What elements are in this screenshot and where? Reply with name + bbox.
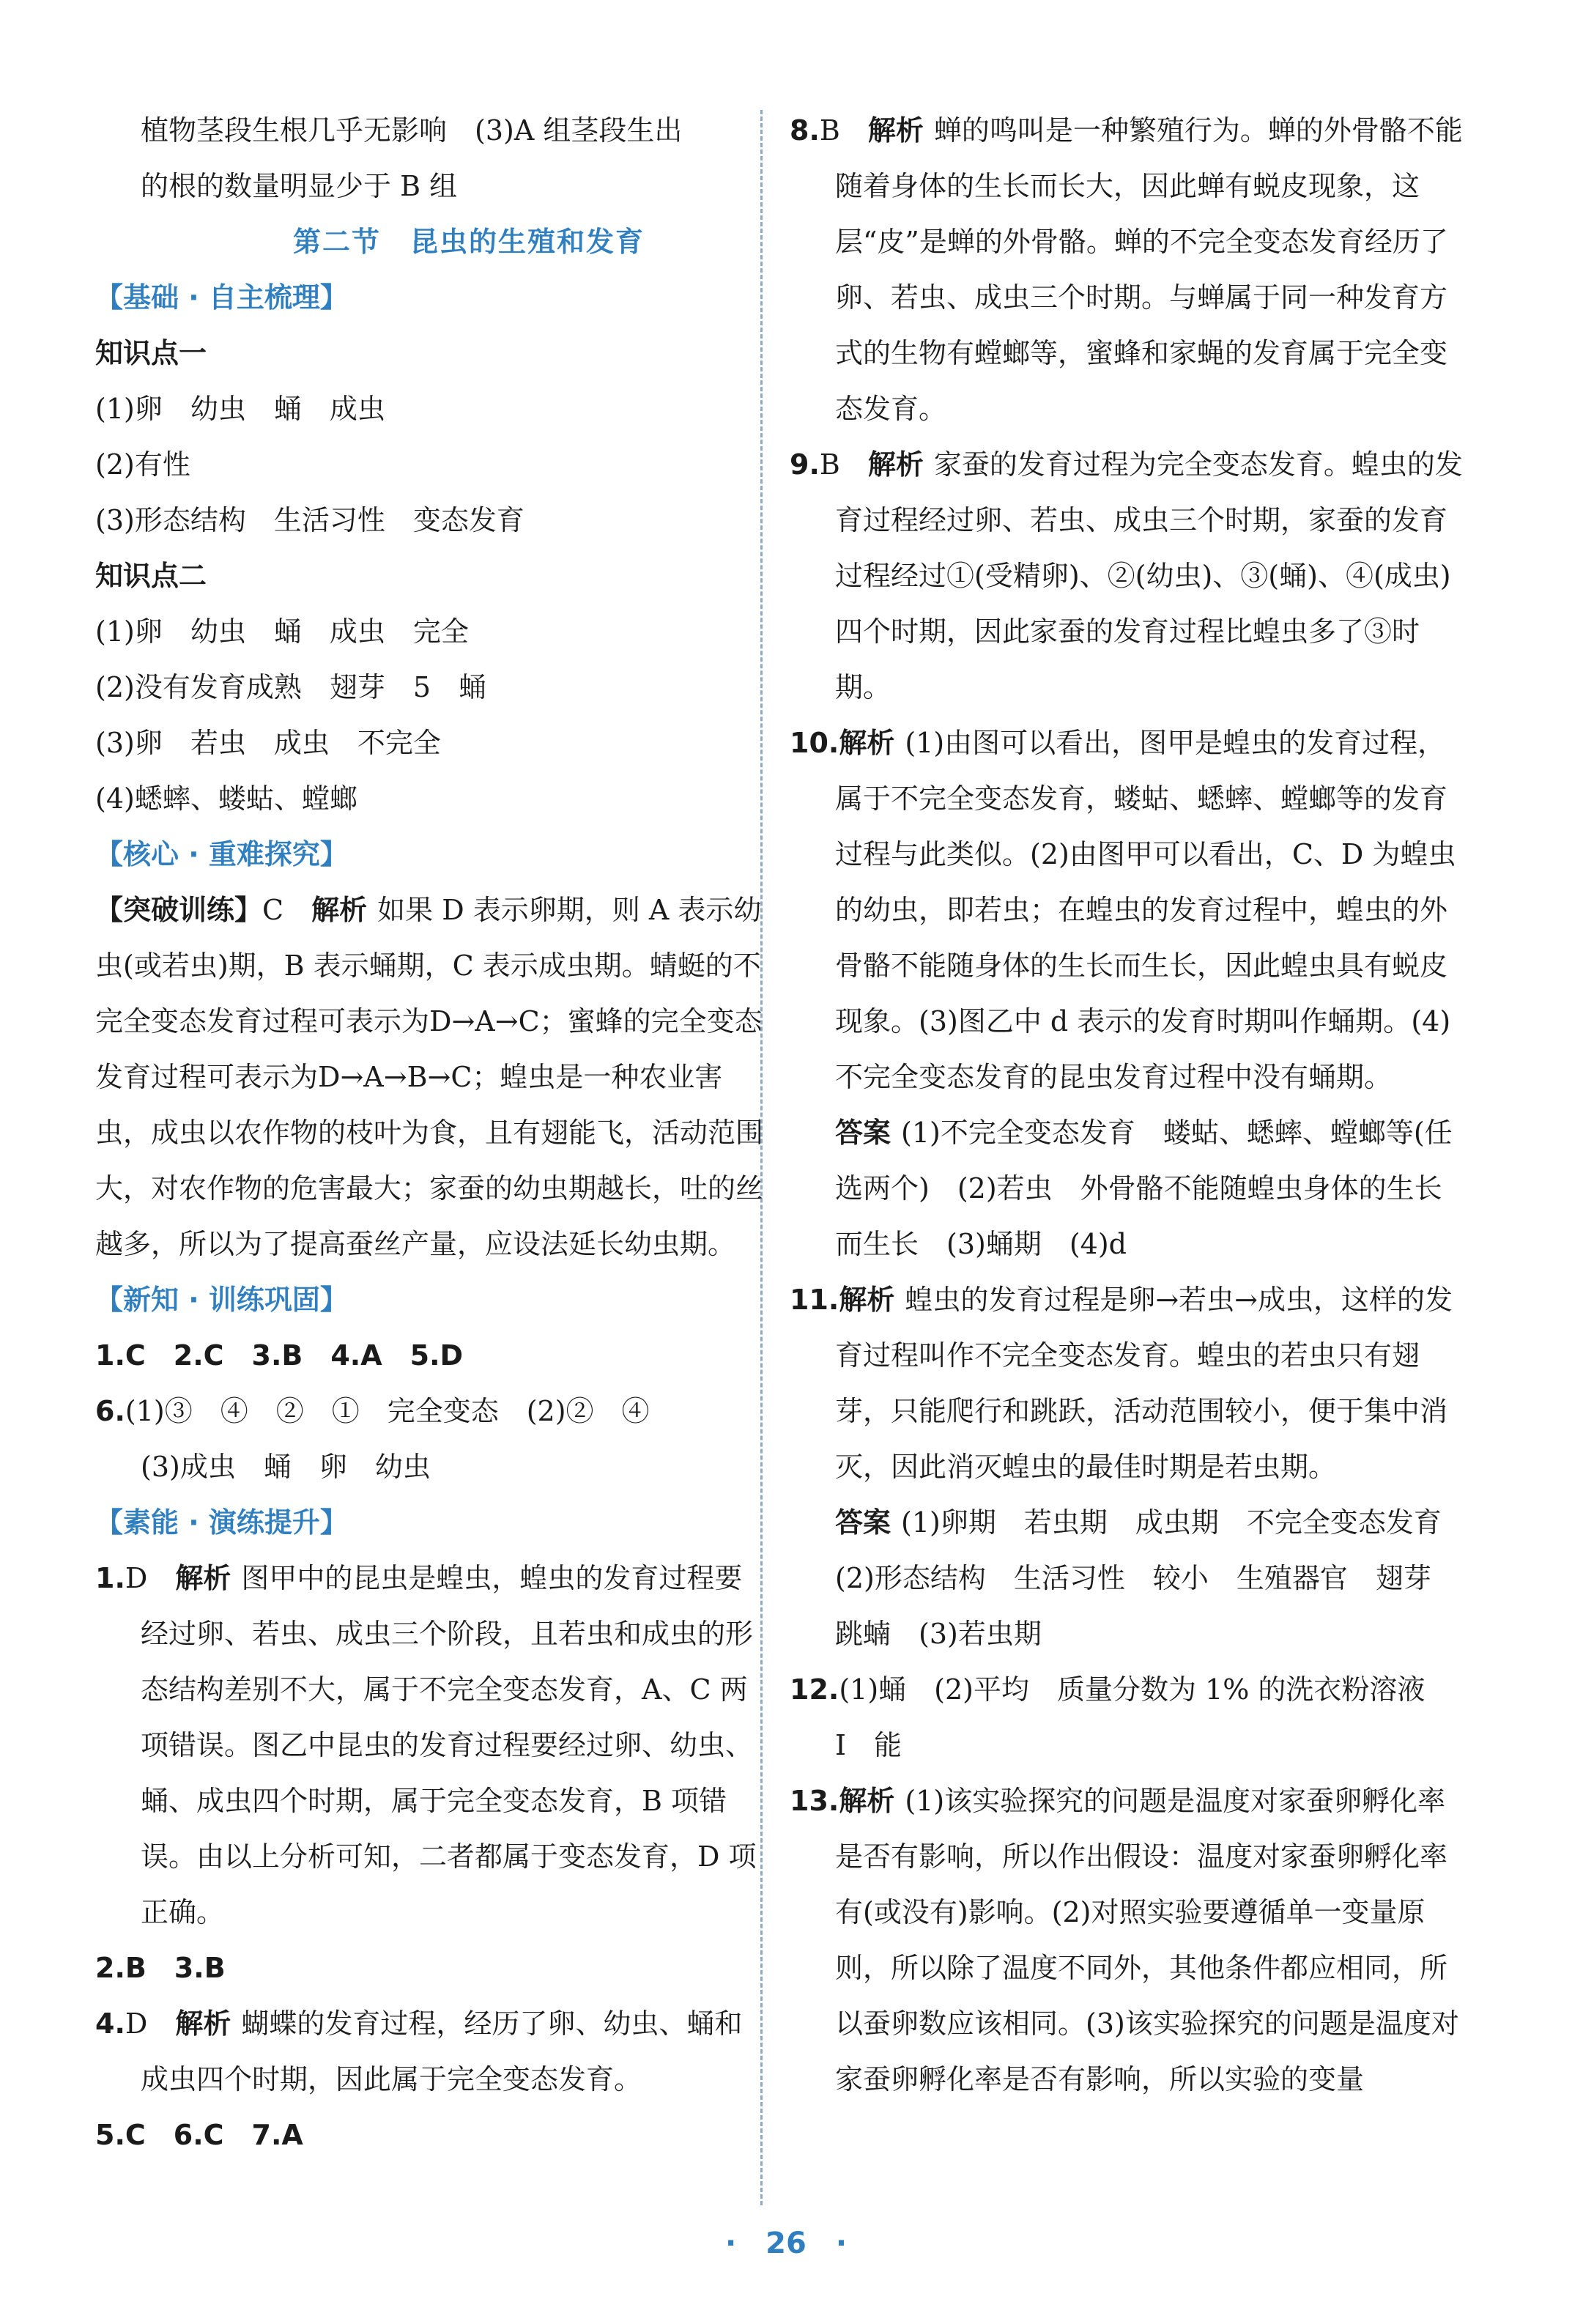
q11-answer bbox=[790, 1495, 1469, 1662]
q8 bbox=[790, 103, 1464, 437]
q9 bbox=[790, 437, 1464, 715]
q-text: 蝉的鸣叫是一种繁殖行为。蝉的外骨骼不能随着身体的生长而长大，因此蝉有蜕皮现象，这层“皮”是蝉的外骨骼。蝉的不完全变态发育经历了卵、若虫、成虫三个时期。与蝉属于同一种发育方式的生物有螳螂等，蜜蜂和家蝇的发育属于完全变态发育。 bbox=[835, 114, 1463, 425]
skill-q2-q3: 2.B 3.B bbox=[95, 1952, 226, 1984]
q-number: 13. bbox=[790, 1785, 839, 1817]
q-number: 6. bbox=[95, 1395, 125, 1427]
q-text: (1)由图可以看出，图甲是蝗虫的发育过程，属于不完全变态发育，蝼蛄、蟋蟀、螳螂等的发育过程与此类似。(2)由图甲可以看出，C、D 为蝗虫的幼虫，即若虫；在蝗虫的发育过程中，蝗虫的外骨骼不能随身体的生长而生长，因此蝗虫具有蜕皮现象。(3)图乙中 d 表示的发育时期叫作蛹期。(4)不完全变态发育的昆虫发育过程中没有蛹期。 bbox=[835, 727, 1456, 1093]
q6-part-a: (1)③ ④ ② ① 完全变态 (2)② ④ bbox=[125, 1395, 650, 1427]
q-text: 蝗虫的发育过程是卵→若虫→成虫，这样的发育过程叫作不完全变态发育。蝗虫的若虫只有翅芽，只能爬行和跳跃，活动范围较小，便于集中消灭，因此消灭蝗虫的最佳时期是若虫期。 bbox=[835, 1284, 1453, 1483]
q-answer: D bbox=[125, 1562, 148, 1594]
right-column bbox=[790, 103, 1469, 2107]
breakthrough-answer: C bbox=[262, 894, 284, 926]
answer-label: 答案 bbox=[835, 1117, 891, 1149]
q-number: 4. bbox=[95, 2007, 125, 2040]
kp1-line: (3)形态结构 生活习性 变态发育 bbox=[95, 504, 524, 536]
q-text: 家蚕的发育过程为完全变态发育。蝗虫的发育过程经过卵、若虫、成虫三个时期，家蚕的发育过程经过①(受精卵)、②(幼虫)、③(蛹)、④(成虫)四个时期，因此家蚕的发育过程比蝗虫多了③时期。 bbox=[835, 448, 1463, 703]
q-number: 12. bbox=[790, 1673, 839, 1706]
q-number: 9. bbox=[790, 448, 820, 481]
kp2-line: (1)卵 幼虫 蛹 成虫 完全 bbox=[95, 615, 469, 648]
q10 bbox=[790, 715, 1464, 1105]
skill-q4 bbox=[95, 1996, 769, 2107]
answer-text: (1)不完全变态发育 蝼蛄、蟋蟀、螳螂等(任选两个) (2)若虫 外骨骼不能随蝗虫身体的生长而生长 (3)蛹期 (4)d bbox=[835, 1117, 1453, 1260]
answer-label: 答案 bbox=[835, 1506, 891, 1539]
q-text: 图甲中的昆虫是蝗虫，蝗虫的发育过程要经过卵、若虫、成虫三个阶段，且若虫和成虫的形态结构差别不大，属于不完全变态发育，A、C 两项错误。图乙中昆虫的发育过程要经过卵、幼虫、蛹、成虫四个时期，属于完全变态发育，B 项错误。由以上分析可知，二者都属于变态发育，D 项正确。 bbox=[141, 1562, 757, 1928]
breakthrough-paragraph bbox=[95, 882, 769, 1272]
q-answer: D bbox=[125, 2007, 148, 2040]
kp2-title: 知识点二 bbox=[95, 560, 207, 592]
section-title: 第二节 昆虫的生殖和发育 bbox=[292, 226, 645, 258]
basic-header: 【基础 · 自主梳理】 bbox=[95, 281, 348, 314]
breakthrough-label: 【突破训练】 bbox=[95, 894, 263, 926]
skill-q5-q7: 5.C 6.C 7.A bbox=[95, 2119, 303, 2151]
core-header: 【核心 · 重难探究】 bbox=[95, 838, 348, 870]
q12 bbox=[790, 1662, 1464, 1773]
new-answers-line: 1.C 2.C 3.B 4.A 5.D bbox=[95, 1339, 464, 1372]
continuation-line: 植物茎段生根几乎无影响 (3)A 组茎段生出 bbox=[141, 114, 683, 147]
q-answer: B bbox=[819, 448, 840, 481]
q-number: 1. bbox=[95, 1562, 125, 1594]
analysis-label: 解析 bbox=[839, 1785, 895, 1817]
q6-part-b: (3)成虫 蛹 卵 幼虫 bbox=[141, 1451, 431, 1483]
q-number: 10. bbox=[790, 727, 839, 759]
q10-answer bbox=[790, 1105, 1464, 1272]
skill-header: 【素能 · 演练提升】 bbox=[95, 1506, 348, 1539]
analysis-label: 解析 bbox=[175, 1562, 231, 1594]
q-text: (1)蛹 (2)平均 质量分数为 1% 的洗衣粉溶液 Ⅰ 能 bbox=[835, 1673, 1453, 1761]
new-header: 【新知 · 训练巩固】 bbox=[95, 1284, 348, 1316]
kp1-line: (1)卵 幼虫 蛹 成虫 bbox=[95, 393, 385, 425]
continuation-line: 的根的数量明显少于 B 组 bbox=[141, 170, 458, 202]
analysis-label: 解析 bbox=[867, 448, 924, 481]
q11 bbox=[790, 1272, 1464, 1495]
analysis-label: 解析 bbox=[839, 1284, 895, 1316]
kp1-line: (2)有性 bbox=[95, 448, 190, 481]
q-text: 蝴蝶的发育过程，经历了卵、幼虫、蛹和成虫四个时期，因此属于完全变态发育。 bbox=[141, 2007, 743, 2095]
kp2-line: (3)卵 若虫 成虫 不完全 bbox=[95, 727, 441, 759]
analysis-label: 解析 bbox=[311, 894, 368, 926]
analysis-label: 解析 bbox=[839, 727, 895, 759]
q-text: (1)该实验探究的问题是温度对家蚕卵孵化率是否有影响，所以作出假设：温度对家蚕卵孵化率有(或没有)影响。(2)对照实验要遵循单一变量原则，所以除了温度不同外，其他条件都应相同，所以蚕卵数应该相同。(3)该实验探究的问题是温度对家蚕卵孵化率是否有影响，所以实验的变量 bbox=[835, 1785, 1459, 2095]
analysis-label: 解析 bbox=[175, 2007, 231, 2040]
q-answer: B bbox=[819, 114, 840, 147]
new-q6 bbox=[95, 1383, 769, 1495]
kp1-title: 知识点一 bbox=[95, 337, 207, 369]
analysis-label: 解析 bbox=[867, 114, 924, 147]
page-number: · 26 · bbox=[724, 2227, 848, 2260]
kp2-line: (4)蟋蟀、蝼蛄、螳螂 bbox=[95, 782, 357, 815]
column-divider bbox=[760, 110, 763, 2205]
answer-text: (1)卵期 若虫期 成虫期 不完全变态发育 (2)形态结构 生活习性 较小 生殖器官 翅芽 跳蝻 (3)若虫期 bbox=[835, 1506, 1469, 1650]
q-number: 8. bbox=[790, 114, 820, 147]
q-number: 11. bbox=[790, 1284, 839, 1316]
q13 bbox=[790, 1773, 1464, 2107]
kp2-line: (2)没有发育成熟 翅芽 5 蛹 bbox=[95, 671, 487, 703]
left-column bbox=[95, 103, 769, 2163]
skill-q1 bbox=[95, 1550, 769, 1940]
breakthrough-text: 如果 D 表示卵期，则 A 表示幼虫(或若虫)期，B 表示蛹期，C 表示成虫期。蜻蜓的不完全变态发育过程可表示为D→A→C；蜜蜂的完全变态发育过程可表示为D→A→B→C；蝗虫是一种农业害虫，成虫以农作物的枝叶为食，且有翅能飞，活动范围大，对农作物的危害最大；家蚕的幼虫期越长，吐的丝越多，所以为了提高蚕丝产量，应设法延长幼虫期。 bbox=[95, 894, 764, 1260]
